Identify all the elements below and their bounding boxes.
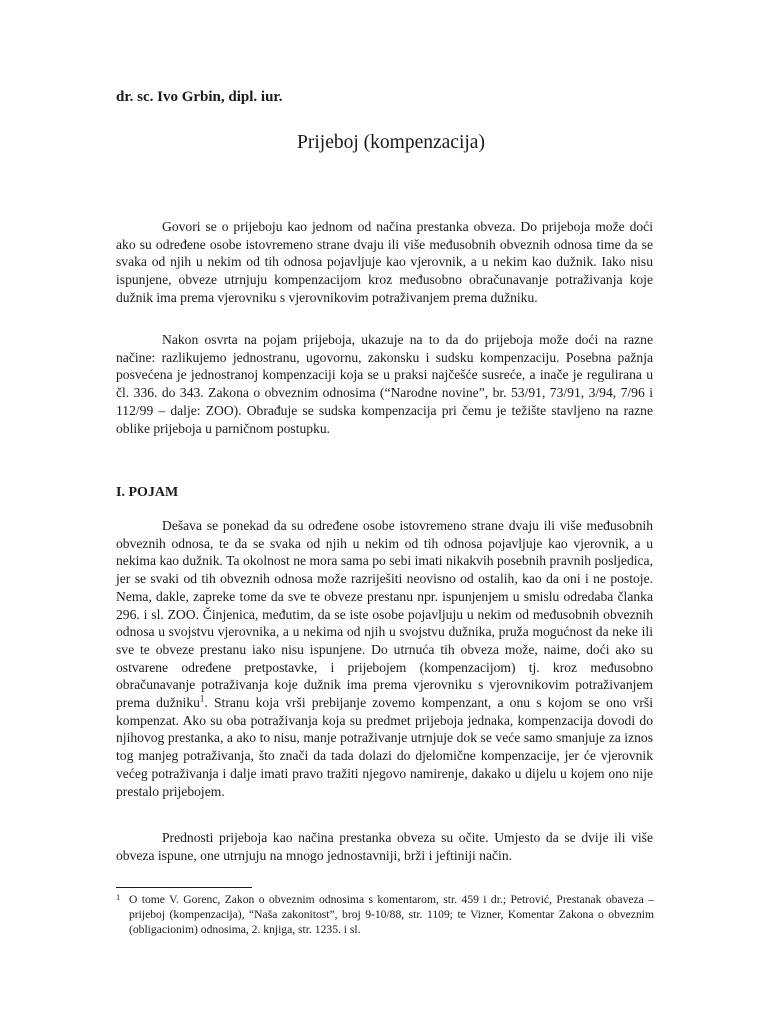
footnote-reference: 1	[199, 693, 205, 704]
document-title: Prijeboj (kompenzacija)	[297, 132, 485, 153]
intro-paragraph-2: Nakon osvrta na pojam prijeboja, ukazuje na to da do prijeboja može doći na razne načine: razlikujemo jednostranu, ugovornu, zakonsku i sudsku kompenzaciju. Posebna pažnja posvećena je jednostranoj kompenzaciji koja se u praksi najčešće susreće, a inače je regulirana u čl. 336. do 343. Zakona o obveznim odnosima (“Narodne novine”, br. 53/91, 73/91, 3/94, 7/96 i 112/99 – dalje: ZOO). Obrađuje se sudska kompenzacija pri čemu je težište stavljeno na razne oblike prijeboja u parničnom postupku.	[116, 332, 653, 436]
footnote-text: O tome V. Gorenc, Zakon o obveznim odnosima s komentarom, str. 459 i dr.; Petrović, Prestanak obaveza – prijeboj (kompenzacija), “Naša zakonitost”, broj 9-10/88, str. 1109; te Vizner, Komentar Zakona o obveznim (obligacionim) odnosima, 2. knjiga, str. 1235. i sl.	[129, 893, 654, 936]
section-heading: I. POJAM	[116, 485, 179, 500]
section-paragraph-1	[116, 517, 653, 800]
section-paragraph-2: Prednosti prijeboja kao načina prestanka obveza su očite. Umjesto da se dvije ili više obveza ispune, one utrnjuju na mnogo jednostavniji, brži i jeftiniji način.	[116, 830, 653, 863]
author-line: dr. sc. Ivo Grbin, dipl. iur.	[116, 89, 283, 105]
section-paragraph-1-text-a: Dešava se ponekad da su određene osobe istovremeno strane dvaju ili više međusobnih obveznih odnosa, te da se svaka od njih u nekim od tih odnosa pojavljuje kao vjerovnik, a u nekima kao dužnik. Ta okolnost ne mora sama po sebi imati nikakvih posebnih pravnih posljedica, jer se svaki od tih obveznih odnosa može razriješiti neovisno od ostalih, kao da oni i ne postoje. Nema, dakle, zapreke tome da sve te obveze prestanu npr. ispunjenjem u smislu odredaba članka 296. i sl. ZOO. Činjenica, međutim, da se iste osobe pojavljuju u nekim od međusobnih obveznih odnosa u svojstvu vjerovnika, a u nekima od njih u svojstvu dužnika, pruža mogućnost da neke ili sve te obveze prestanu iako nisu ispunjene. Do utrnuća tih obveza može, naime, doći ako su ostvarene određene pretpostavke, i prijebojem (kompenzacijom) tj. kroz međusobno obračunavanje potraživanja koje dužnik ima prema vjerovniku s vjerovnikovim potraživanjem prema dužniku	[116, 518, 653, 711]
intro-paragraph-1: Govori se o prijeboju kao jednom od načina prestanka obveza. Do prijeboja može doći ako su određene osobe istovremeno strane dvaju ili više međusobnih obveznih odnosa time da se svaka od njih u nekim od tih odnosa pojavljuje kao vjerovnik, a u nekim kao dužnik. Iako nisu ispunjene, obveze utrnjuju kompenzacijom kroz međusobno obračunavanje potraživanja koje dužnik ima prema vjerovniku s vjerovnikovim potraživanjem prema dužniku.	[116, 219, 653, 305]
footnote-separator	[116, 887, 252, 888]
footnote	[116, 893, 654, 937]
footnote-mark: 1	[116, 892, 121, 902]
section-paragraph-1-text-b: . Stranu koja vrši prebijanje zovemo kompenzant, a onu s kojom se ono vrši kompenzat. Ako su oba potraživanja koja su predmet prijeboja jednaka, kompenzacija dovodi do njihovog prestanka, a ako to nisu, manje potraživanje utrnjuje dok se veće samo smanjuje za iznos tog manjeg potraživanja, što znači da tada dolazi do djelomične kompenzacije, jer će vjerovnik većeg potraživanja i dalje imati pravo tražiti njegovo namirenje, dakako u dijelu u kojem ono nije prestalo prijebojem.	[116, 695, 653, 799]
